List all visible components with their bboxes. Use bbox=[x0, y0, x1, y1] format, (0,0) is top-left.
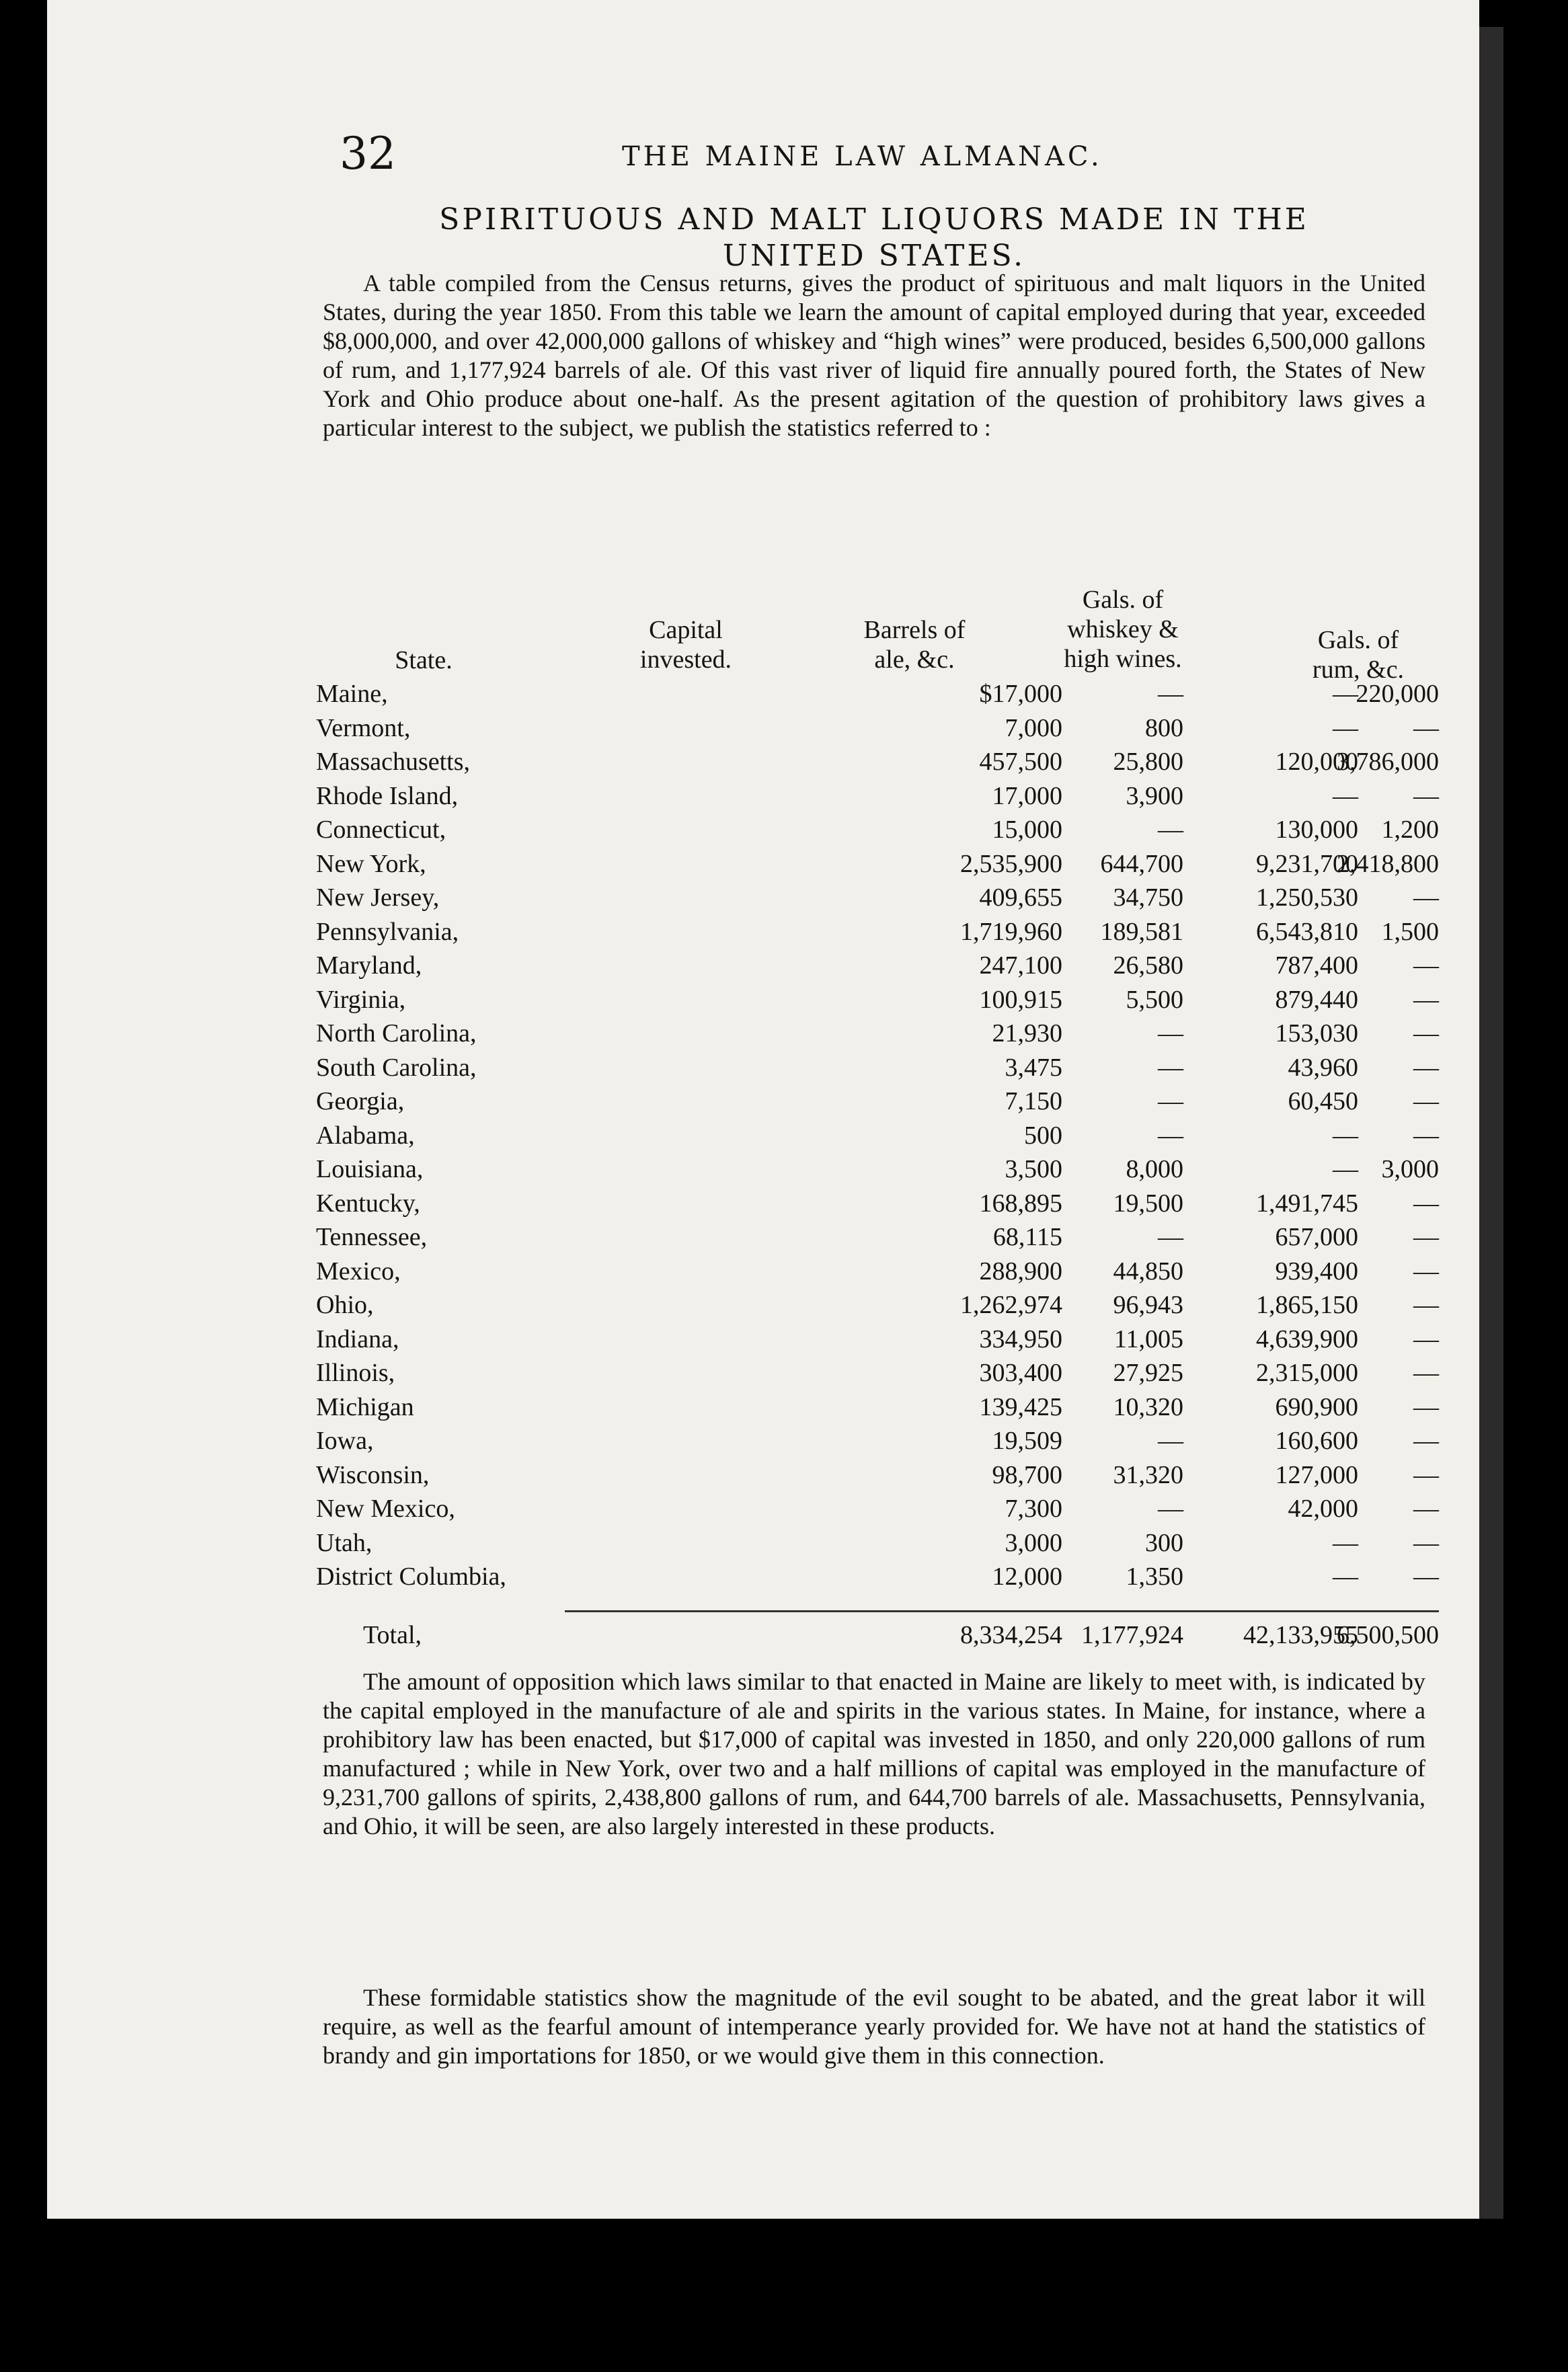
cell-capital: 500 bbox=[1024, 1121, 1062, 1150]
cell-rum: — bbox=[1413, 1087, 1439, 1115]
cell-ale: 44,850 bbox=[1113, 1257, 1183, 1286]
cell-rum: — bbox=[1413, 1121, 1439, 1150]
cell-state: Massachusetts, bbox=[316, 748, 471, 776]
cell-whiskey: 657,000 bbox=[1275, 1223, 1358, 1251]
cell-rum: — bbox=[1413, 883, 1439, 912]
cell-state: Virginia, bbox=[316, 985, 406, 1014]
cell-whiskey: — bbox=[1333, 680, 1358, 708]
table-row bbox=[309, 1562, 1439, 1596]
cell-state: New York, bbox=[316, 849, 426, 878]
header-rum-line-1: Gals. of bbox=[1317, 626, 1399, 654]
article-title-line-2: UNITED STATES. bbox=[722, 239, 1026, 273]
scan-background bbox=[0, 2219, 1568, 2372]
table-row bbox=[309, 1154, 1439, 1189]
cell-ale: 8,000 bbox=[1126, 1155, 1183, 1183]
table-row bbox=[309, 849, 1439, 883]
cell-capital: 334,950 bbox=[979, 1325, 1062, 1353]
table-row bbox=[309, 1086, 1439, 1121]
cell-whiskey: 160,600 bbox=[1275, 1427, 1358, 1455]
cell-capital: 100,915 bbox=[979, 985, 1062, 1014]
cell-whiskey: 2,315,000 bbox=[1256, 1359, 1358, 1387]
header-ale-line-2: ale, &c. bbox=[874, 645, 955, 674]
cell-rum: — bbox=[1413, 985, 1439, 1014]
closing-paragraph-1: The amount of opposition which laws similar to that enacted in Maine are likely to meet with, is indicated by the capital employed in the manufacture of ale and spirits in the various states. In Maine, for instance, where a prohibitory law has been enacted, but $17,000 of capital was invested in 1850, and only 220,000 gallons of rum manufactured ; while in New York, over two and a half millions of capital was employed in the manufacture of 9,231,700 gallons of spirits, 2,438,800 gallons of rum, and 644,700 barrels of ale. Massachusetts, Pennsylvania, and Ohio, it will be seen, are also largely interested in these products. bbox=[323, 1668, 1425, 1840]
header-whiskey-line-2: whiskey & bbox=[1067, 615, 1179, 643]
table-row bbox=[309, 815, 1439, 849]
cell-ale: 3,900 bbox=[1126, 781, 1183, 810]
cell-whiskey: 939,400 bbox=[1275, 1257, 1358, 1286]
intro-paragraph: A table compiled from the Census returns, gives the product of spirituous and malt liquors in the United States, during the year 1850. From this table we learn the amount of capital employed during that year, exceeded $8,000,000, and over 42,000,000 gallons of whiskey and “high wines” were produced, besides 6,500,000 gallons of rum, and 1,177,924 barrels of ale. Of this vast river of liquid fire annually poured forth, the States of New York and Ohio produce about one-half. As the present agitation of the question of prohibitory laws gives a particular interest to the subject, we publish the statistics referred to : bbox=[323, 270, 1425, 441]
cell-ale: 10,320 bbox=[1113, 1392, 1183, 1421]
cell-whiskey: 6,543,810 bbox=[1256, 917, 1358, 946]
cell-ale: 31,320 bbox=[1113, 1460, 1183, 1489]
cell-whiskey: 4,639,900 bbox=[1256, 1325, 1358, 1353]
cell-state: Vermont, bbox=[316, 713, 411, 742]
cell-state: Utah, bbox=[316, 1528, 373, 1557]
cell-capital: 15,000 bbox=[992, 816, 1062, 844]
header-rum-line-2: rum, &c. bbox=[1312, 656, 1405, 684]
cell-ale: 34,750 bbox=[1113, 883, 1183, 912]
cell-ale: 5,500 bbox=[1126, 985, 1183, 1014]
table-row bbox=[309, 1325, 1439, 1359]
cell-ale: 11,005 bbox=[1113, 1325, 1183, 1353]
cell-ale: 800 bbox=[1145, 713, 1183, 742]
cell-state: Ohio, bbox=[316, 1291, 374, 1319]
header-state: State. bbox=[395, 646, 453, 674]
cell-whiskey: 153,030 bbox=[1275, 1019, 1358, 1047]
cell-rum: — bbox=[1413, 1223, 1439, 1251]
header-whiskey-line-3: high wines. bbox=[1064, 645, 1182, 673]
cell-state: Kentucky, bbox=[316, 1189, 420, 1218]
cell-capital: 21,930 bbox=[992, 1019, 1062, 1047]
cell-whiskey: — bbox=[1333, 781, 1358, 810]
cell-capital: 168,895 bbox=[979, 1189, 1062, 1218]
cell-ale: — bbox=[1158, 1121, 1183, 1150]
header-whiskey bbox=[1022, 585, 1224, 674]
cell-state: Rhode Island, bbox=[316, 781, 459, 810]
cell-state: Indiana, bbox=[316, 1325, 399, 1353]
cell-capital: 7,150 bbox=[1005, 1087, 1062, 1115]
cell-rum: — bbox=[1413, 1563, 1439, 1591]
cell-whiskey: 120,000 bbox=[1275, 748, 1358, 776]
table-row bbox=[309, 1290, 1439, 1325]
table-row bbox=[309, 1426, 1439, 1460]
cell-rum: — bbox=[1413, 1528, 1439, 1557]
total-ale: 1,177,924 bbox=[1081, 1621, 1183, 1649]
cell-rum: — bbox=[1413, 1257, 1439, 1286]
cell-state: Louisiana, bbox=[316, 1155, 424, 1183]
cell-whiskey: — bbox=[1333, 713, 1358, 742]
cell-ale: — bbox=[1158, 1495, 1183, 1523]
closing-paragraph-2: These formidable statistics show the magnitude of the evil sought to be abated, and the great labor it will require, as well as the fearful amount of intemperance yearly provided for. We have not at hand the statistics of brandy and gin importations for 1850, or we would give them in this connection. bbox=[323, 1984, 1425, 2069]
cell-state: Alabama, bbox=[316, 1121, 415, 1150]
total-row bbox=[309, 1620, 1439, 1654]
cell-rum: — bbox=[1413, 1460, 1439, 1489]
cell-whiskey: 127,000 bbox=[1275, 1460, 1358, 1489]
cell-ale: 27,925 bbox=[1113, 1359, 1183, 1387]
cell-ale: 300 bbox=[1145, 1528, 1183, 1557]
cell-capital: 409,655 bbox=[979, 883, 1062, 912]
cell-capital: 247,100 bbox=[979, 951, 1062, 980]
cell-ale: 25,800 bbox=[1113, 748, 1183, 776]
cell-rum: — bbox=[1413, 1019, 1439, 1047]
cell-capital: 2,535,900 bbox=[960, 849, 1062, 878]
cell-capital: 3,475 bbox=[1005, 1053, 1062, 1082]
cell-whiskey: — bbox=[1333, 1563, 1358, 1591]
table-row bbox=[309, 1494, 1439, 1528]
cell-state: South Carolina, bbox=[316, 1053, 477, 1082]
cell-capital: $17,000 bbox=[979, 680, 1062, 708]
cell-rum: — bbox=[1413, 1392, 1439, 1421]
cell-whiskey: 43,960 bbox=[1288, 1053, 1358, 1082]
cell-ale: — bbox=[1158, 1053, 1183, 1082]
header-capital-line-1: Capital bbox=[649, 616, 723, 644]
cell-rum: — bbox=[1413, 1291, 1439, 1319]
cell-state: Iowa, bbox=[316, 1427, 374, 1455]
table-row bbox=[309, 1528, 1439, 1563]
cell-state: Connecticut, bbox=[316, 816, 446, 844]
table-row bbox=[309, 1358, 1439, 1392]
cell-capital: 12,000 bbox=[992, 1563, 1062, 1591]
table-row bbox=[309, 1053, 1439, 1087]
table-row bbox=[309, 747, 1439, 781]
cell-ale: 26,580 bbox=[1113, 951, 1183, 980]
header-whiskey-line-1: Gals. of bbox=[1082, 586, 1164, 614]
article-title bbox=[377, 202, 1372, 274]
cell-ale: 19,500 bbox=[1113, 1189, 1183, 1218]
cell-state: Maryland, bbox=[316, 951, 422, 980]
cell-rum: — bbox=[1413, 1359, 1439, 1387]
cell-whiskey: 1,491,745 bbox=[1256, 1189, 1358, 1218]
cell-state: North Carolina, bbox=[316, 1019, 477, 1047]
cell-rum: — bbox=[1413, 1495, 1439, 1523]
cell-state: Mexico, bbox=[316, 1257, 401, 1286]
cell-capital: 139,425 bbox=[979, 1392, 1062, 1421]
almanac-title: THE MAINE LAW ALMANAC. bbox=[622, 141, 1103, 172]
cell-ale: 189,581 bbox=[1100, 917, 1183, 946]
cell-whiskey: 1,865,150 bbox=[1256, 1291, 1358, 1319]
cell-capital: 3,000 bbox=[1005, 1528, 1062, 1557]
cell-capital: 17,000 bbox=[992, 781, 1062, 810]
cell-ale: — bbox=[1158, 1223, 1183, 1251]
cell-capital: 457,500 bbox=[979, 748, 1062, 776]
cell-rum: — bbox=[1413, 713, 1439, 742]
cell-state: District Columbia, bbox=[316, 1563, 506, 1591]
table-row bbox=[309, 679, 1439, 713]
article-title-line-1: SPIRITUOUS AND MALT LIQUORS MADE IN THE bbox=[439, 202, 1309, 237]
cell-ale: — bbox=[1158, 816, 1183, 844]
cell-capital: 303,400 bbox=[979, 1359, 1062, 1387]
header-rum bbox=[1278, 625, 1439, 684]
table-row bbox=[309, 917, 1439, 951]
table-row bbox=[309, 1189, 1439, 1223]
total-label: Total, bbox=[363, 1621, 422, 1649]
cell-ale: 96,943 bbox=[1113, 1291, 1183, 1319]
total-rule bbox=[565, 1610, 1439, 1612]
cell-whiskey: 130,000 bbox=[1275, 816, 1358, 844]
header-capital bbox=[592, 615, 780, 674]
cell-capital: 3,500 bbox=[1005, 1155, 1062, 1183]
table-body bbox=[309, 679, 1439, 1596]
cell-rum: 220,000 bbox=[1356, 680, 1439, 708]
cell-state: New Jersey, bbox=[316, 883, 440, 912]
header-ale-line-1: Barrels of bbox=[863, 616, 966, 644]
total-whiskey: 42,133,955 bbox=[1243, 1621, 1358, 1649]
cell-state: Pennsylvania, bbox=[316, 917, 459, 946]
cell-whiskey: 690,900 bbox=[1275, 1392, 1358, 1421]
cell-rum: — bbox=[1413, 1189, 1439, 1218]
table-row bbox=[309, 1121, 1439, 1155]
cell-rum: — bbox=[1413, 1325, 1439, 1353]
cell-whiskey: 1,250,530 bbox=[1256, 883, 1358, 912]
cell-ale: 644,700 bbox=[1100, 849, 1183, 878]
cell-capital: 288,900 bbox=[979, 1257, 1062, 1286]
cell-state: Maine, bbox=[316, 680, 388, 708]
cell-rum: 1,200 bbox=[1381, 816, 1439, 844]
cell-rum: — bbox=[1413, 1053, 1439, 1082]
header-capital-line-2: invested. bbox=[639, 645, 732, 674]
table-row bbox=[309, 985, 1439, 1019]
cell-rum: — bbox=[1413, 781, 1439, 810]
cell-ale: — bbox=[1158, 1087, 1183, 1115]
table-row bbox=[309, 781, 1439, 816]
cell-ale: — bbox=[1158, 1427, 1183, 1455]
cell-whiskey: — bbox=[1333, 1155, 1358, 1183]
cell-state: New Mexico, bbox=[316, 1495, 455, 1523]
cell-ale: 1,350 bbox=[1126, 1563, 1183, 1591]
cell-whiskey: 60,450 bbox=[1288, 1087, 1358, 1115]
cell-ale: — bbox=[1158, 680, 1183, 708]
running-head bbox=[340, 128, 1415, 180]
cell-whiskey: — bbox=[1333, 1121, 1358, 1150]
table-row bbox=[309, 1019, 1439, 1053]
liquor-statistics-table bbox=[309, 585, 1439, 1661]
cell-rum: — bbox=[1413, 951, 1439, 980]
cell-capital: 1,719,960 bbox=[960, 917, 1062, 946]
cell-state: Michigan bbox=[316, 1392, 414, 1421]
cell-capital: 98,700 bbox=[992, 1460, 1062, 1489]
cell-whiskey: 9,231,700 bbox=[1256, 849, 1358, 878]
cell-whiskey: 879,440 bbox=[1275, 985, 1358, 1014]
cell-state: Wisconsin, bbox=[316, 1460, 430, 1489]
cell-capital: 1,262,974 bbox=[960, 1291, 1062, 1319]
cell-capital: 19,509 bbox=[992, 1427, 1062, 1455]
total-capital: 8,334,254 bbox=[960, 1621, 1062, 1649]
page-number: 32 bbox=[340, 128, 396, 180]
table-row bbox=[309, 1257, 1439, 1291]
table-row bbox=[309, 713, 1439, 748]
table-row bbox=[309, 951, 1439, 985]
total-rum: 6,500,500 bbox=[1337, 1621, 1439, 1649]
table-row bbox=[309, 1460, 1439, 1495]
cell-whiskey: 787,400 bbox=[1275, 951, 1358, 980]
cell-rum: 3,000 bbox=[1381, 1155, 1439, 1183]
cell-rum: 1,500 bbox=[1381, 917, 1439, 946]
cell-whiskey: — bbox=[1333, 1528, 1358, 1557]
cell-rum: 2,418,800 bbox=[1337, 849, 1439, 878]
header-ale bbox=[820, 615, 1009, 674]
cell-capital: 7,000 bbox=[1005, 713, 1062, 742]
cell-state: Tennessee, bbox=[316, 1223, 428, 1251]
cell-state: Georgia, bbox=[316, 1087, 405, 1115]
cell-whiskey: 42,000 bbox=[1288, 1495, 1358, 1523]
cell-rum: 3,786,000 bbox=[1337, 748, 1439, 776]
table-row bbox=[309, 1222, 1439, 1257]
page-edge-shadow bbox=[1479, 27, 1503, 2219]
cell-rum: — bbox=[1413, 1427, 1439, 1455]
cell-state: Illinois, bbox=[316, 1359, 395, 1387]
cell-ale: — bbox=[1158, 1019, 1183, 1047]
cell-capital: 7,300 bbox=[1005, 1495, 1062, 1523]
table-row bbox=[309, 1392, 1439, 1427]
table-row bbox=[309, 883, 1439, 917]
cell-capital: 68,115 bbox=[992, 1223, 1062, 1251]
